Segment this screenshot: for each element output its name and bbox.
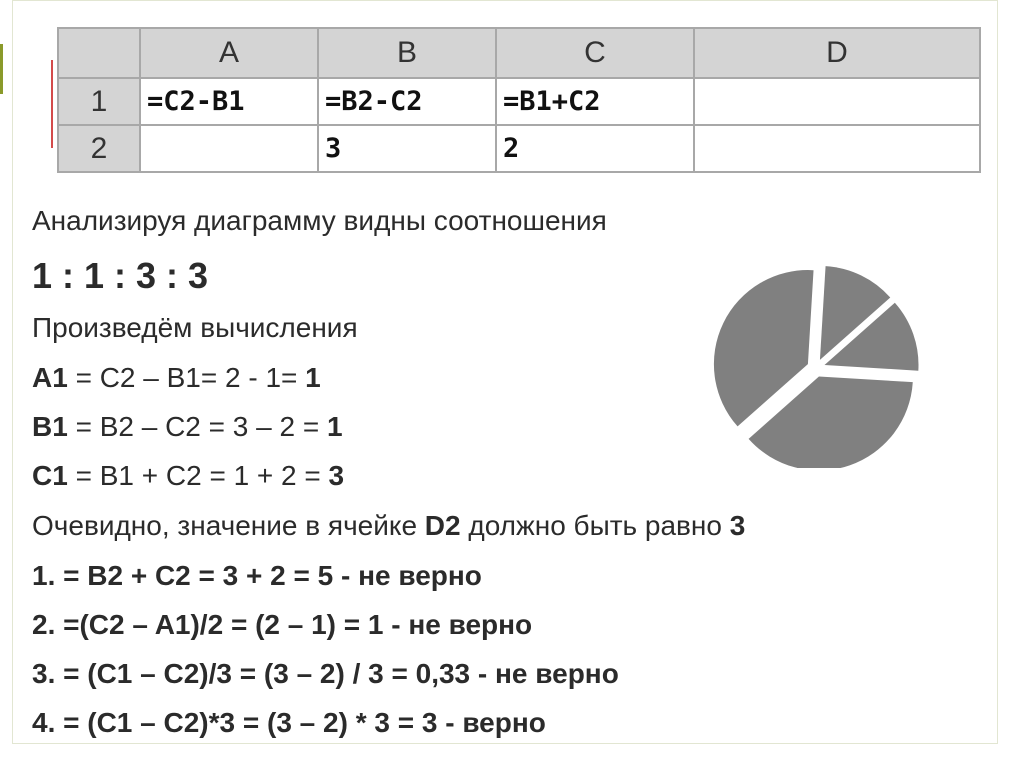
- b1-expression: = B2 – C2 = 3 – 2 =: [67, 411, 327, 442]
- option-3: 3. = (C1 – C2)/3 = (3 – 2) / 3 = 0,33 - не верно: [32, 658, 619, 689]
- option-1: 1. = B2 + C2 = 3 + 2 = 5 - не верно: [32, 560, 482, 591]
- c1-label: C1: [32, 460, 68, 491]
- column-header-a: A: [140, 28, 318, 78]
- cell-c2: 2: [496, 125, 694, 172]
- table-row: [58, 78, 980, 125]
- a1-value: 1: [305, 362, 321, 393]
- cell-d2: [694, 125, 980, 172]
- cell-b1: =B2-C2: [318, 78, 496, 125]
- ratio-line: 1 : 1 : 3 : 3: [32, 255, 209, 296]
- c1-value: 3: [328, 460, 345, 491]
- cell-d1: [694, 78, 980, 125]
- conclusion-line: [32, 510, 745, 542]
- analysis-line: Анализируя диаграмму видны соотношения: [32, 205, 607, 236]
- option-4: 4. = (C1 – C2)*3 = (3 – 2) * 3 = 3 - верно: [32, 707, 546, 738]
- a1-label: A1: [32, 362, 68, 393]
- conclusion-cell: D2: [424, 510, 461, 541]
- column-header-row: [58, 28, 980, 78]
- conclusion-value: 3: [729, 510, 746, 541]
- conclusion-prefix: Очевидно, значение в ячейке: [32, 510, 425, 541]
- corner-cell: [58, 28, 140, 78]
- a1-calc-line: [32, 362, 321, 394]
- spreadsheet-table: [57, 27, 981, 173]
- table-row: [58, 125, 980, 172]
- option-2: 2. =(C2 – A1)/2 = (2 – 1) = 1 - не верно: [32, 609, 533, 640]
- pie-slices: [714, 266, 919, 468]
- column-header-b: B: [318, 28, 496, 78]
- conclusion-middle: должно быть равно: [460, 510, 730, 541]
- column-header-d: D: [694, 28, 980, 78]
- cell-c1: =B1+C2: [496, 78, 694, 125]
- row-header-2: 2: [58, 125, 140, 172]
- c1-expression: = B1 + C2 = 1 + 2 =: [67, 460, 329, 491]
- a1-expression: = C2 – B1= 2 - 1=: [67, 362, 306, 393]
- cell-b2: 3: [318, 125, 496, 172]
- accent-tick: [0, 44, 3, 94]
- red-margin-line: [51, 60, 53, 148]
- b1-label: B1: [32, 411, 68, 442]
- column-header-c: C: [496, 28, 694, 78]
- b1-value: 1: [326, 411, 343, 442]
- pie-chart: [712, 258, 922, 468]
- cell-a1: =C2-B1: [140, 78, 318, 125]
- b1-calc-line: [32, 411, 343, 443]
- calc-heading: Произведём вычисления: [32, 312, 358, 343]
- cell-a2: [140, 125, 318, 172]
- c1-calc-line: [32, 460, 344, 492]
- row-header-1: 1: [58, 78, 140, 125]
